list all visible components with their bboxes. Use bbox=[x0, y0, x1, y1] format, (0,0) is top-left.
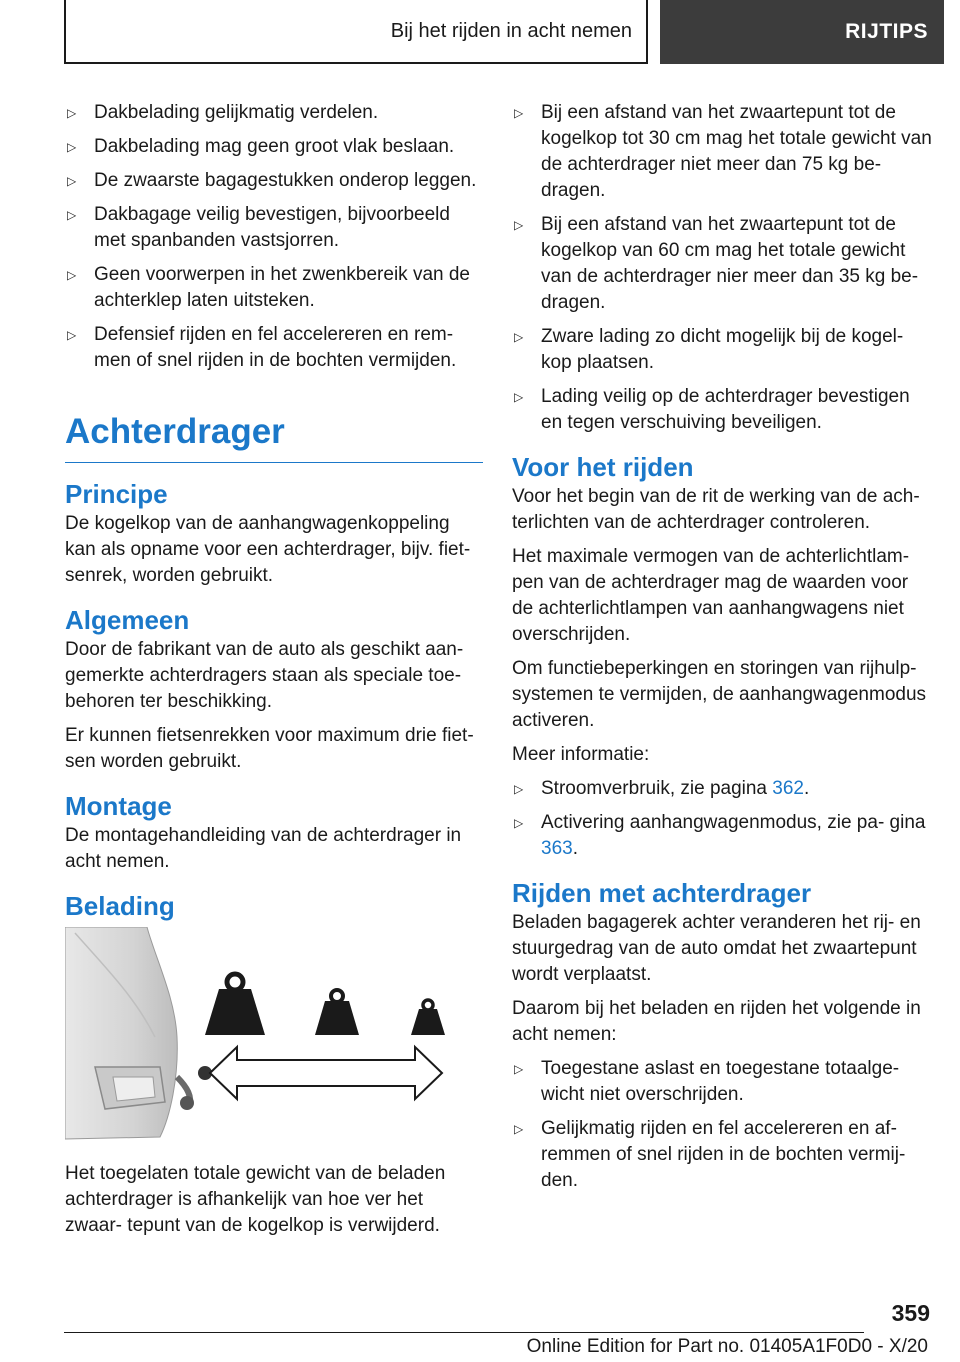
triangle-bullet-icon: ▷ bbox=[514, 816, 524, 830]
page-link-362[interactable]: 362 bbox=[772, 778, 804, 799]
triangle-bullet-icon: ▷ bbox=[67, 268, 77, 282]
header-section-label: Bij het rijden in acht nemen bbox=[390, 19, 632, 42]
section-heading-achterdrager: Achterdrager bbox=[65, 412, 483, 463]
triangle-bullet-icon: ▷ bbox=[67, 208, 77, 222]
subheading-rijden-met-achterdrager: Rijden met achterdrager bbox=[512, 878, 812, 908]
more-info-list bbox=[512, 776, 932, 862]
triangle-bullet-icon: ▷ bbox=[514, 1122, 524, 1136]
subheading-voor-het-rijden: Voor het rijden bbox=[512, 452, 694, 482]
list-item: ▷ Dakbelading gelijkmatig verdelen. bbox=[65, 100, 483, 126]
triangle-bullet-icon: ▷ bbox=[67, 328, 77, 342]
list-item: ▷ Defensief rijden en fel accelereren en rem‐ men of snel rijden in de bochten vermijden. bbox=[67, 324, 457, 371]
medium-weight-icon bbox=[315, 990, 359, 1035]
header-chapter-label: RIJTIPS bbox=[845, 20, 928, 43]
rijden-text-2: Daarom bij het beladen en rijden het volgende in acht nemen: bbox=[512, 998, 921, 1045]
triangle-bullet-icon: ▷ bbox=[514, 330, 524, 344]
right-column bbox=[512, 100, 932, 1202]
page-link-363[interactable]: 363 bbox=[541, 838, 573, 859]
header-chapter-tab bbox=[660, 0, 944, 64]
voor-text-4: Meer informatie: bbox=[512, 744, 650, 765]
list-item: ▷ Gelijkmatig rijden en fel accelereren en af‐ remmen of snel rijden in de bochten vermij‐ den. bbox=[514, 1118, 906, 1191]
light-weight-icon bbox=[411, 1000, 445, 1035]
subheading-belading: Belading bbox=[65, 891, 175, 921]
list-item: ▷ Stroomverbruik, zie pagina 362. bbox=[512, 776, 932, 802]
heavy-weight-icon bbox=[205, 974, 265, 1035]
voor-text-3: Om functiebeperkingen en storingen van rijhulp‐ systemen te vermijden, de aanhangwagenmodus activeren. bbox=[512, 658, 927, 731]
load-distribution-illustration bbox=[65, 927, 483, 1147]
list-item: ▷ De zwaarste bagagestukken onderop leggen. bbox=[65, 168, 483, 194]
triangle-bullet-icon: ▷ bbox=[514, 218, 524, 232]
list-item: ▷ Bij een afstand van het zwaartepunt tot de kogelkop tot 30 cm mag het totale gewicht van de achterdrager niet meer dan 75 kg be‐ dragen. bbox=[514, 102, 932, 201]
tow-hitch-icon bbox=[177, 1066, 212, 1110]
list-item: ▷ Zware lading zo dicht mogelijk bij de kogel‐ kop plaatsen. bbox=[514, 326, 904, 373]
triangle-bullet-icon: ▷ bbox=[67, 106, 77, 120]
montage-text: De montagehandleiding van de achterdrager in acht nemen. bbox=[65, 825, 462, 872]
triangle-bullet-icon: ▷ bbox=[514, 390, 524, 404]
subheading-algemeen: Algemeen bbox=[65, 605, 190, 635]
list-item: ▷ Dakbelading mag geen groot vlak beslaan. bbox=[65, 134, 483, 160]
list-item: ▷ Activering aanhangwagenmodus, zie pa‐ gina 363. bbox=[514, 812, 926, 859]
voor-text-1: Voor het begin van de rit de werking van de ach‐ terlichten van de achterdrager controleren. bbox=[512, 486, 920, 533]
triangle-bullet-icon: ▷ bbox=[514, 1062, 524, 1076]
voor-text-2: Het maximale vermogen van de achterlichtlam‐ pen van de achterdrager mag de waarden voor de achterlichtlampen van aanhangwagens niet overschrijden. bbox=[512, 546, 910, 645]
footer-edition: Online Edition for Part no. 01405A1F0D0 - X/20 bbox=[526, 1336, 928, 1357]
page-number: 359 bbox=[891, 1300, 930, 1326]
driving-rules-list bbox=[512, 1056, 932, 1194]
distance-arrow-icon bbox=[210, 1047, 442, 1099]
list-item: ▷ Bij een afstand van het zwaartepunt tot de kogelkop van 60 cm mag het totale gewicht van de achterdrager nier meer dan 35 kg be‐ dragen. bbox=[514, 214, 919, 313]
subheading-principe: Principe bbox=[65, 479, 168, 509]
algemeen-text-2: Er kunnen fietsenrekken voor maximum drie fiet‐ sen worden gebruikt. bbox=[65, 725, 474, 772]
car-rear-bumper-icon bbox=[65, 927, 177, 1139]
belading-text: Het toegelaten totale gewicht van de beladen achterdrager is afhankelijk van hoe ver het zwaar‐ tepunt van de kogelkop is verwijderd. bbox=[65, 1163, 446, 1236]
list-item: ▷ Toegestane aslast en toegestane totaalge‐ wicht niet overschrijden. bbox=[514, 1058, 900, 1105]
principe-text: De kogelkop van de aanhangwagenkoppeling kan als opname voor een achterdrager, bijv. fiet‐ senrek, worden gebruikt. bbox=[65, 513, 471, 586]
left-column bbox=[65, 100, 483, 1247]
subheading-montage: Montage bbox=[65, 791, 172, 821]
triangle-bullet-icon: ▷ bbox=[514, 106, 524, 120]
triangle-bullet-icon: ▷ bbox=[67, 174, 77, 188]
roof-load-list bbox=[65, 100, 483, 374]
list-item: ▷ Geen voorwerpen in het zwenkbereik van de achterklep laten uitsteken. bbox=[67, 264, 471, 311]
triangle-bullet-icon: ▷ bbox=[514, 782, 524, 796]
algemeen-text-1: Door de fabrikant van de auto als geschikt aan‐ gemerkte achterdragers staan als speciale toe‐ behoren ter beschikking. bbox=[65, 639, 464, 712]
list-item: ▷ Lading veilig op de achterdrager bevestigen en tegen verschuiving beveiligen. bbox=[514, 386, 910, 433]
list-item: ▷ Dakbagage veilig bevestigen, bijvoorbeeld met spanbanden vastsjorren. bbox=[67, 204, 450, 251]
rijden-text-1: Beladen bagagerek achter veranderen het rij- en stuurgedrag van de auto omdat het zwaartepunt wordt verplaatst. bbox=[512, 912, 921, 985]
weight-rules-list bbox=[512, 100, 932, 436]
footer-divider bbox=[64, 1332, 864, 1333]
triangle-bullet-icon: ▷ bbox=[67, 140, 77, 154]
header-section-title bbox=[64, 0, 648, 64]
